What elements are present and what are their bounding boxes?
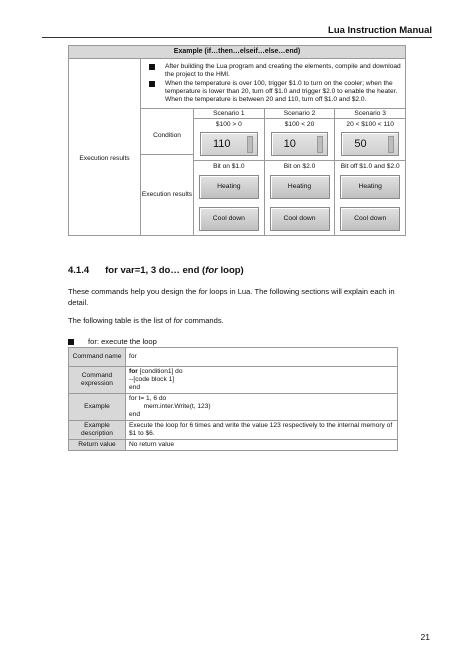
scenario-title: Scenario 3 bbox=[335, 109, 405, 119]
display-value: 110 bbox=[213, 138, 231, 150]
scenario-block bbox=[141, 108, 405, 235]
section-title-em: for bbox=[205, 265, 218, 276]
display-handle-icon bbox=[317, 136, 323, 153]
heating-button: Heating bbox=[199, 175, 259, 199]
row-label: Command expression bbox=[69, 367, 126, 394]
row-label: Return value bbox=[69, 440, 126, 451]
for-list-item bbox=[68, 337, 157, 346]
section-title bbox=[68, 265, 244, 276]
table-row bbox=[69, 348, 398, 367]
example-table-content bbox=[141, 59, 405, 235]
heating-button: Heating bbox=[270, 175, 330, 199]
para-text: The following table is the list of bbox=[68, 316, 174, 325]
section-title-post: loop) bbox=[217, 265, 244, 276]
para-em: for bbox=[198, 287, 208, 296]
page-number: 21 bbox=[420, 632, 430, 642]
scenario-column-1 bbox=[194, 109, 265, 235]
cool-down-button: Cool down bbox=[340, 207, 400, 231]
display-value: 10 bbox=[283, 138, 296, 150]
paragraph-intro bbox=[68, 286, 408, 308]
keyword-for: for bbox=[129, 368, 138, 375]
row-label: Example description bbox=[69, 421, 126, 440]
scenario-exec-text: Bit off $1.0 and $2.0 bbox=[340, 163, 400, 170]
for-command-table bbox=[68, 347, 398, 451]
condition-label: Condition bbox=[153, 131, 181, 139]
scenario-exec bbox=[265, 160, 335, 235]
scenario-column-2 bbox=[265, 109, 336, 235]
section-number: 4.1.4 bbox=[68, 265, 90, 276]
row-value: for bbox=[126, 348, 398, 367]
display-handle-icon bbox=[388, 136, 394, 153]
cool-down-button: Cool down bbox=[199, 207, 259, 231]
row-value: Execute the loop for 6 times and write the value 123 respectively to the internal memory of $1 to $6. bbox=[126, 421, 398, 440]
bullet-square-icon bbox=[68, 339, 74, 345]
display-handle-icon bbox=[247, 136, 253, 153]
table-row bbox=[69, 394, 398, 421]
row-label: Command name bbox=[69, 348, 126, 367]
bullet-square-icon bbox=[149, 81, 155, 87]
scenario-exec bbox=[194, 160, 264, 235]
para-em: for bbox=[173, 316, 183, 325]
example-table-body bbox=[69, 59, 405, 235]
paragraph-list-intro bbox=[68, 315, 408, 326]
header-rule bbox=[42, 37, 432, 38]
numeric-display bbox=[271, 132, 329, 156]
scenario-exec-text: Bit on $1.0 bbox=[213, 163, 245, 170]
table-row bbox=[69, 421, 398, 440]
expression-text: [condition1] do --[code block 1] end bbox=[129, 368, 183, 391]
para-text: loops in Lua. The following sections will explain each in detail. bbox=[68, 287, 395, 307]
numeric-display bbox=[341, 132, 399, 156]
bullet-square-icon bbox=[149, 64, 155, 70]
table-row bbox=[69, 440, 398, 451]
scenario-condition: $100 < 20 bbox=[284, 121, 315, 128]
table-row bbox=[69, 367, 398, 394]
para-text: These commands help you design the bbox=[68, 287, 199, 296]
scenario-exec-text: Bit on $2.0 bbox=[283, 163, 316, 170]
page-header: Lua Instruction Manual bbox=[328, 25, 432, 36]
bullet-text: When the temperature is over 100, trigger $1.0 to turn on the cooler; when the temperature is lower than 20, turn off $1.0 and trigger $2.0 to enable the heater. When the temperature is between 20 and 110, turn off $1.0 and $2.0. bbox=[165, 80, 398, 103]
display-value: 50 bbox=[354, 138, 367, 150]
scenario-exec bbox=[335, 160, 405, 235]
row-value: No return value bbox=[126, 440, 398, 451]
row-label: Example bbox=[69, 394, 126, 421]
scenario-condition: $100 > 0 bbox=[215, 121, 242, 128]
numeric-display bbox=[200, 132, 258, 156]
heating-button: Heating bbox=[340, 175, 400, 199]
bullet-text: After building the Lua program and creating the elements, compile and download the project to the HMI. bbox=[165, 63, 401, 78]
scenario-condition: 20 < $100 < 110 bbox=[346, 121, 394, 128]
row-value bbox=[126, 367, 398, 394]
bullet-item bbox=[147, 63, 401, 79]
example-table bbox=[68, 45, 406, 236]
scenario-row-labels bbox=[141, 109, 194, 235]
scenario-title: Scenario 2 bbox=[265, 109, 335, 119]
para-text: commands. bbox=[182, 316, 224, 325]
execution-results-label: Execution results bbox=[69, 59, 141, 235]
scenario-title: Scenario 1 bbox=[194, 109, 264, 119]
bullet-item bbox=[147, 80, 401, 104]
scenario-column-3 bbox=[335, 109, 405, 235]
row-value: for t= 1, 6 do mem.inter.Write(t, 123) end bbox=[126, 394, 398, 421]
list-item-text: for: execute the loop bbox=[88, 337, 157, 346]
cool-down-button: Cool down bbox=[270, 207, 330, 231]
bullet-list bbox=[141, 59, 405, 108]
section-title-pre: for var=1, 3 do… end ( bbox=[105, 265, 206, 276]
exec-results-label: Execution results bbox=[141, 154, 193, 235]
example-table-heading: Example (if…then…elseif…else…end) bbox=[69, 46, 405, 59]
